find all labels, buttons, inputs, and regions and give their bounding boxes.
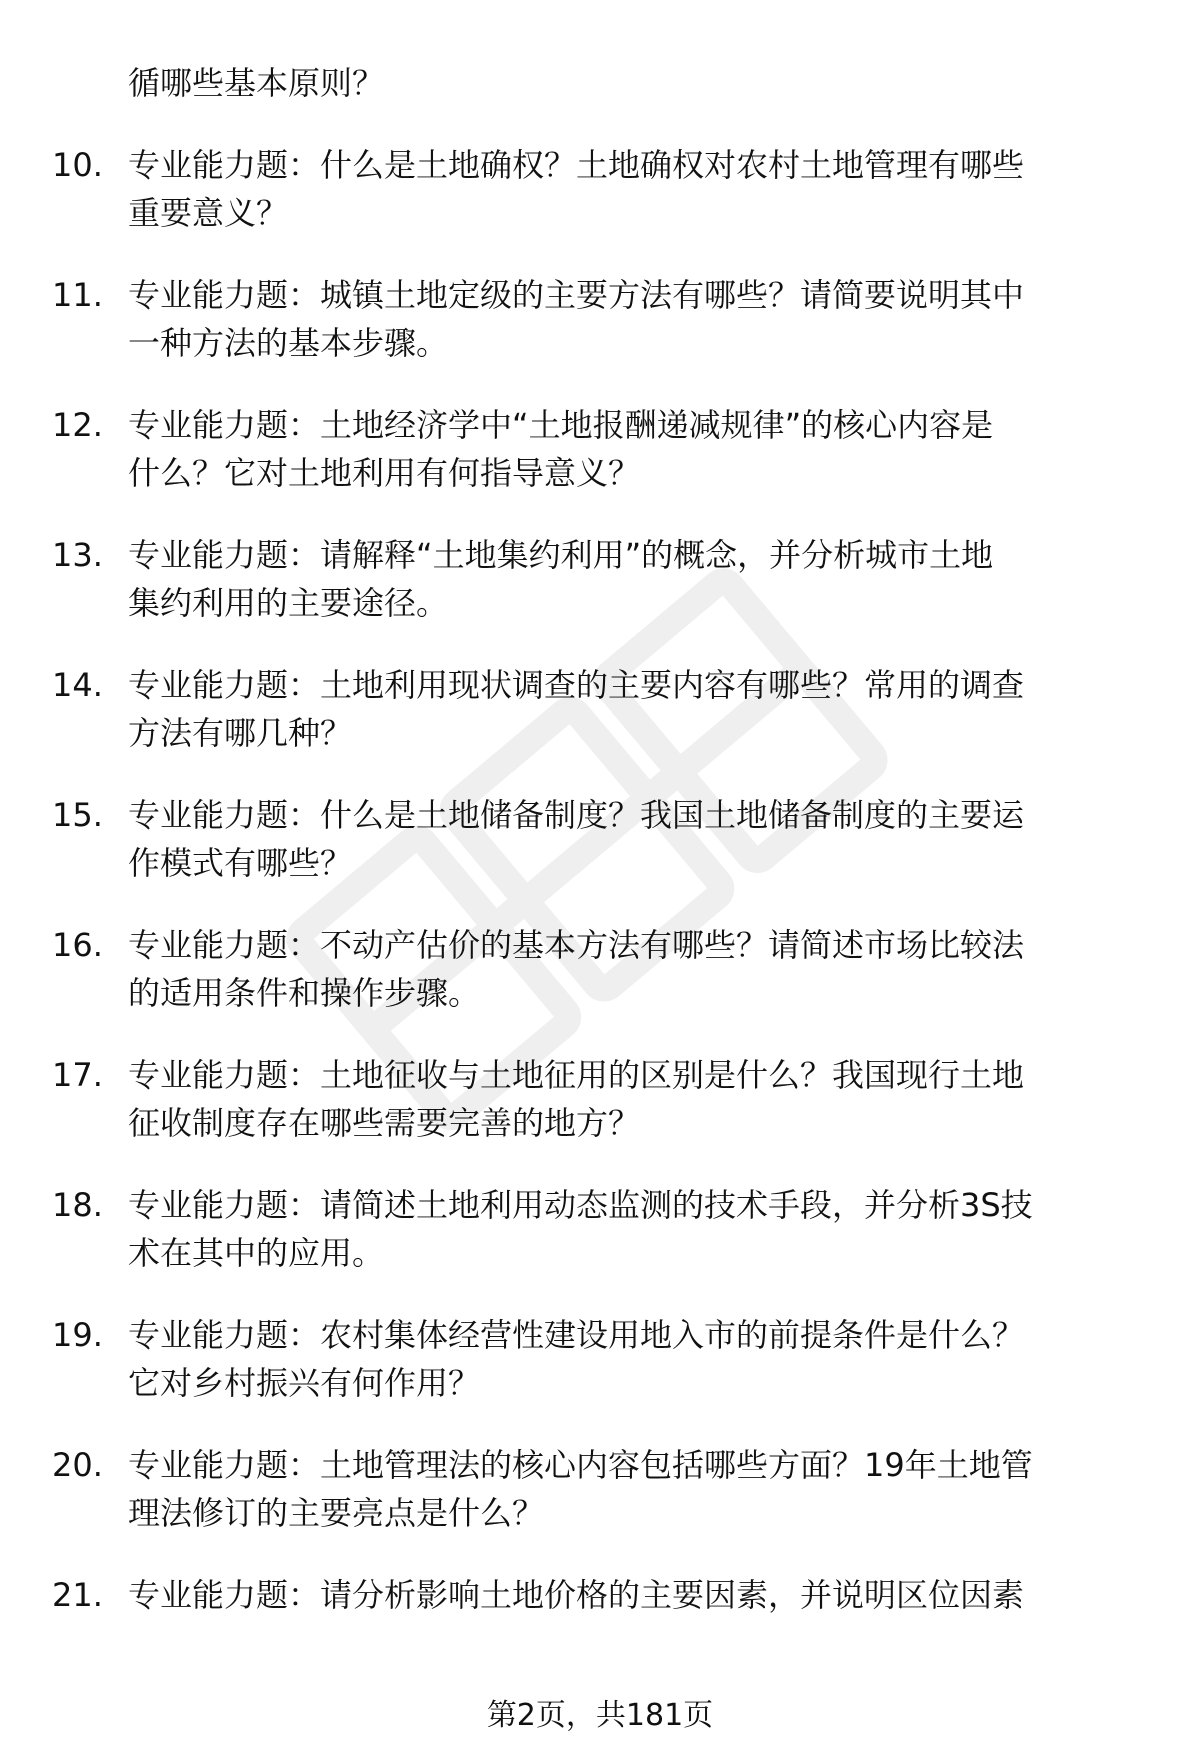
question-list — [0, 140, 1200, 1700]
question-item — [0, 530, 1200, 660]
question-text-line: 专业能力题：土地管理法的核心内容包括哪些方面？19年土地管 — [128, 1446, 1033, 1484]
question-item — [0, 400, 1200, 530]
question-number: 19. — [52, 1316, 103, 1354]
question-number: 12. — [52, 406, 103, 444]
question-text-line: 专业能力题：农村集体经营性建设用地入市的前提条件是什么？ — [128, 1316, 1025, 1354]
question-text-line: 专业能力题：什么是土地确权？土地确权对农村土地管理有哪些 — [128, 146, 1025, 184]
page-footer: 第2页，共181页 — [486, 1698, 714, 1733]
question-text-line: 专业能力题：请解释“土地集约利用”的概念，并分析城市土地 — [128, 536, 994, 574]
question-number: 21. — [52, 1576, 103, 1614]
question-text-line: 专业能力题：土地征收与土地征用的区别是什么？我国现行土地 — [128, 1056, 1025, 1094]
question-item — [0, 1180, 1200, 1310]
question-number: 13. — [52, 536, 103, 574]
question-number: 11. — [52, 276, 103, 314]
question-text-line: 征收制度存在哪些需要完善的地方？ — [128, 1104, 641, 1142]
question-item — [0, 660, 1200, 790]
question-number: 10. — [52, 146, 103, 184]
question-number: 20. — [52, 1446, 103, 1484]
question-item — [0, 920, 1200, 1050]
question-text-line: 重要意义？ — [128, 194, 289, 232]
question-number: 16. — [52, 926, 103, 964]
question-text-line: 专业能力题：什么是土地储备制度？我国土地储备制度的主要运 — [128, 796, 1025, 834]
question-text-line: 专业能力题：土地利用现状调查的主要内容有哪些？常用的调查 — [128, 666, 1025, 704]
question-text-line: 专业能力题：请简述土地利用动态监测的技术手段，并分析3S技 — [128, 1186, 1033, 1224]
question-text-line: 术在其中的应用。 — [128, 1234, 385, 1272]
question-text-line: 一种方法的基本步骤。 — [128, 324, 449, 362]
question-text-line: 它对乡村振兴有何作用？ — [128, 1364, 481, 1402]
question-text-line: 什么？它对土地利用有何指导意义？ — [128, 454, 641, 492]
question-text-line: 的适用条件和操作步骤。 — [128, 974, 481, 1012]
question-text-line: 方法有哪几种？ — [128, 714, 353, 752]
question-item — [0, 790, 1200, 920]
question-item — [0, 270, 1200, 400]
question-item — [0, 1050, 1200, 1180]
question-text-line: 专业能力题：不动产估价的基本方法有哪些？请简述市场比较法 — [128, 926, 1025, 964]
question-item — [0, 1570, 1200, 1700]
question-text-line: 专业能力题：土地经济学中“土地报酬递减规律”的核心内容是 — [128, 406, 994, 444]
question-text-line: 专业能力题：请分析影响土地价格的主要因素，并说明区位因素 — [128, 1576, 1025, 1614]
question-number: 17. — [52, 1056, 103, 1094]
question-number: 14. — [52, 666, 103, 704]
question-text-line: 理法修订的主要亮点是什么？ — [128, 1494, 545, 1532]
question-text-line: 集约利用的主要途径。 — [128, 584, 449, 622]
question-number: 15. — [52, 796, 103, 834]
question-item — [0, 140, 1200, 270]
question-item — [0, 1440, 1200, 1570]
question-item — [0, 1310, 1200, 1440]
question-text-line: 专业能力题：城镇土地定级的主要方法有哪些？请简要说明其中 — [128, 276, 1025, 314]
question-text-line: 作模式有哪些？ — [128, 844, 353, 882]
question-number: 18. — [52, 1186, 103, 1224]
continuation-text: 循哪些基本原则？ — [128, 64, 385, 102]
